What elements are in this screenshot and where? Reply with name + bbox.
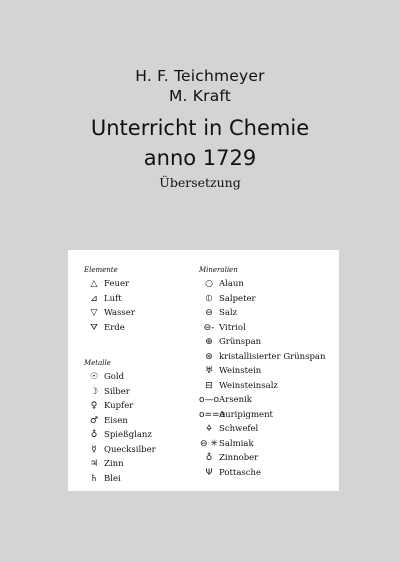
metalle-row bbox=[84, 457, 189, 472]
elemente-row bbox=[84, 306, 189, 321]
elemente-row bbox=[84, 292, 189, 307]
metalle-label: Gold bbox=[104, 372, 125, 382]
mineralien-label: Schwefel bbox=[219, 424, 259, 434]
left-column bbox=[84, 264, 189, 486]
mineralien-label: Arsenik bbox=[219, 395, 252, 405]
mineralien-row bbox=[199, 466, 337, 481]
spacer bbox=[84, 335, 189, 357]
saltpeter-icon: ⦶ bbox=[205, 293, 213, 304]
mineralien-row bbox=[199, 335, 337, 350]
metalle-label: Zinn bbox=[104, 459, 124, 469]
mineralien-label: Weinstein bbox=[219, 366, 262, 376]
metalle-row bbox=[84, 443, 189, 458]
title-line-1: Unterricht in Chemie bbox=[90, 116, 310, 140]
vitriol-icon: ⊖- bbox=[203, 322, 215, 333]
mineralien-label: Pottasche bbox=[219, 467, 262, 478]
water-icon: ▽ bbox=[90, 308, 98, 318]
arsenic-icon: o—o bbox=[199, 395, 220, 405]
mineralien-row bbox=[199, 364, 337, 379]
mineralien-row bbox=[199, 393, 337, 408]
mineralien-row bbox=[199, 451, 337, 466]
sulfur-icon: 🜍 bbox=[205, 424, 213, 434]
metalle-label: Kupfer bbox=[104, 401, 134, 411]
elemente-label: Feuer bbox=[104, 279, 130, 289]
document-title bbox=[0, 113, 400, 173]
mineralien-row bbox=[199, 408, 337, 423]
mineralien-row bbox=[199, 292, 337, 307]
potash-icon: Ψ bbox=[205, 467, 213, 478]
elemente-label: Luft bbox=[104, 293, 122, 304]
elemente-header: Elemente bbox=[84, 266, 118, 274]
tartar-salt-icon: ⊟ bbox=[205, 380, 213, 391]
mercury-icon: ☿ bbox=[91, 444, 97, 455]
mineralien-label: Grünspan bbox=[219, 337, 262, 347]
mineralien-row bbox=[199, 437, 337, 452]
mineralien-row bbox=[199, 306, 337, 321]
mineralien-label: kristallisierter Grünspan bbox=[219, 351, 326, 362]
metalle-row bbox=[84, 399, 189, 414]
symbol-table bbox=[68, 250, 339, 491]
elemente-label: Wasser bbox=[104, 308, 135, 318]
author-1: H. F. Teichmeyer bbox=[135, 67, 265, 85]
earth-icon: ⛛ bbox=[90, 322, 98, 333]
mineralien-label: Vitriol bbox=[219, 322, 246, 333]
gold-icon: ☉ bbox=[89, 372, 99, 382]
mineralien-row bbox=[199, 350, 337, 365]
silver-icon: ☽ bbox=[89, 386, 99, 397]
mineralien-row bbox=[199, 379, 337, 394]
metalle-row bbox=[84, 428, 189, 443]
salt-icon: ⊖ bbox=[205, 308, 213, 318]
metalle-label: Eisen bbox=[104, 415, 128, 426]
mineralien-label: Zinnober bbox=[219, 453, 259, 463]
document-subtitle: Übersetzung bbox=[159, 175, 241, 190]
mineralien-label: Salpeter bbox=[219, 293, 256, 304]
cinnabar-icon: ♁ bbox=[205, 453, 213, 463]
right-column bbox=[199, 264, 337, 480]
mineralien-label: Auripigment bbox=[219, 409, 273, 420]
tartar-icon: ♅ bbox=[204, 366, 214, 376]
metalle-label: Blei bbox=[104, 473, 121, 484]
mineralien-row bbox=[199, 422, 337, 437]
air-icon: ⊿ bbox=[90, 293, 98, 304]
metalle-header: Metalle bbox=[84, 359, 111, 367]
mineralien-row bbox=[199, 321, 337, 336]
elemente-label: Erde bbox=[104, 322, 125, 333]
tin-icon: ♃ bbox=[89, 459, 99, 469]
metalle-row bbox=[84, 385, 189, 400]
elemente-row bbox=[84, 277, 189, 292]
orpiment-icon: o==o bbox=[199, 409, 226, 420]
metalle-row bbox=[84, 370, 189, 385]
elemente-row bbox=[84, 321, 189, 336]
author-2: M. Kraft bbox=[168, 87, 232, 105]
mineralien-label: Weinsteinsalz bbox=[219, 380, 278, 391]
mineralien-row bbox=[199, 277, 337, 292]
fire-icon: △ bbox=[90, 279, 98, 289]
metalle-label: Spießglanz bbox=[104, 430, 152, 440]
verdigris-icon: ⊕ bbox=[205, 337, 213, 347]
mineralien-label: Salmiak bbox=[219, 438, 254, 449]
mineralien-header: Mineralien bbox=[199, 266, 238, 274]
mineralien-label: Alaun bbox=[219, 279, 244, 289]
metalle-row bbox=[84, 414, 189, 429]
metalle-label: Silber bbox=[104, 386, 130, 397]
copper-icon: ♀ bbox=[90, 401, 98, 411]
metalle-row bbox=[84, 472, 189, 487]
mineralien-label: Salz bbox=[219, 308, 238, 318]
sal-ammoniac-icon: ⊖ ✳ bbox=[200, 438, 218, 449]
crystallized-verdigris-icon: ⊛ bbox=[205, 351, 213, 362]
authors bbox=[0, 66, 400, 106]
iron-icon: ♂ bbox=[89, 415, 99, 426]
metalle-label: Quecksilber bbox=[104, 444, 156, 455]
alum-icon: ○ bbox=[205, 279, 213, 289]
antimony-icon: ♁ bbox=[90, 430, 98, 440]
title-line-2: anno 1729 bbox=[143, 146, 257, 170]
lead-icon: ♄ bbox=[89, 473, 99, 484]
